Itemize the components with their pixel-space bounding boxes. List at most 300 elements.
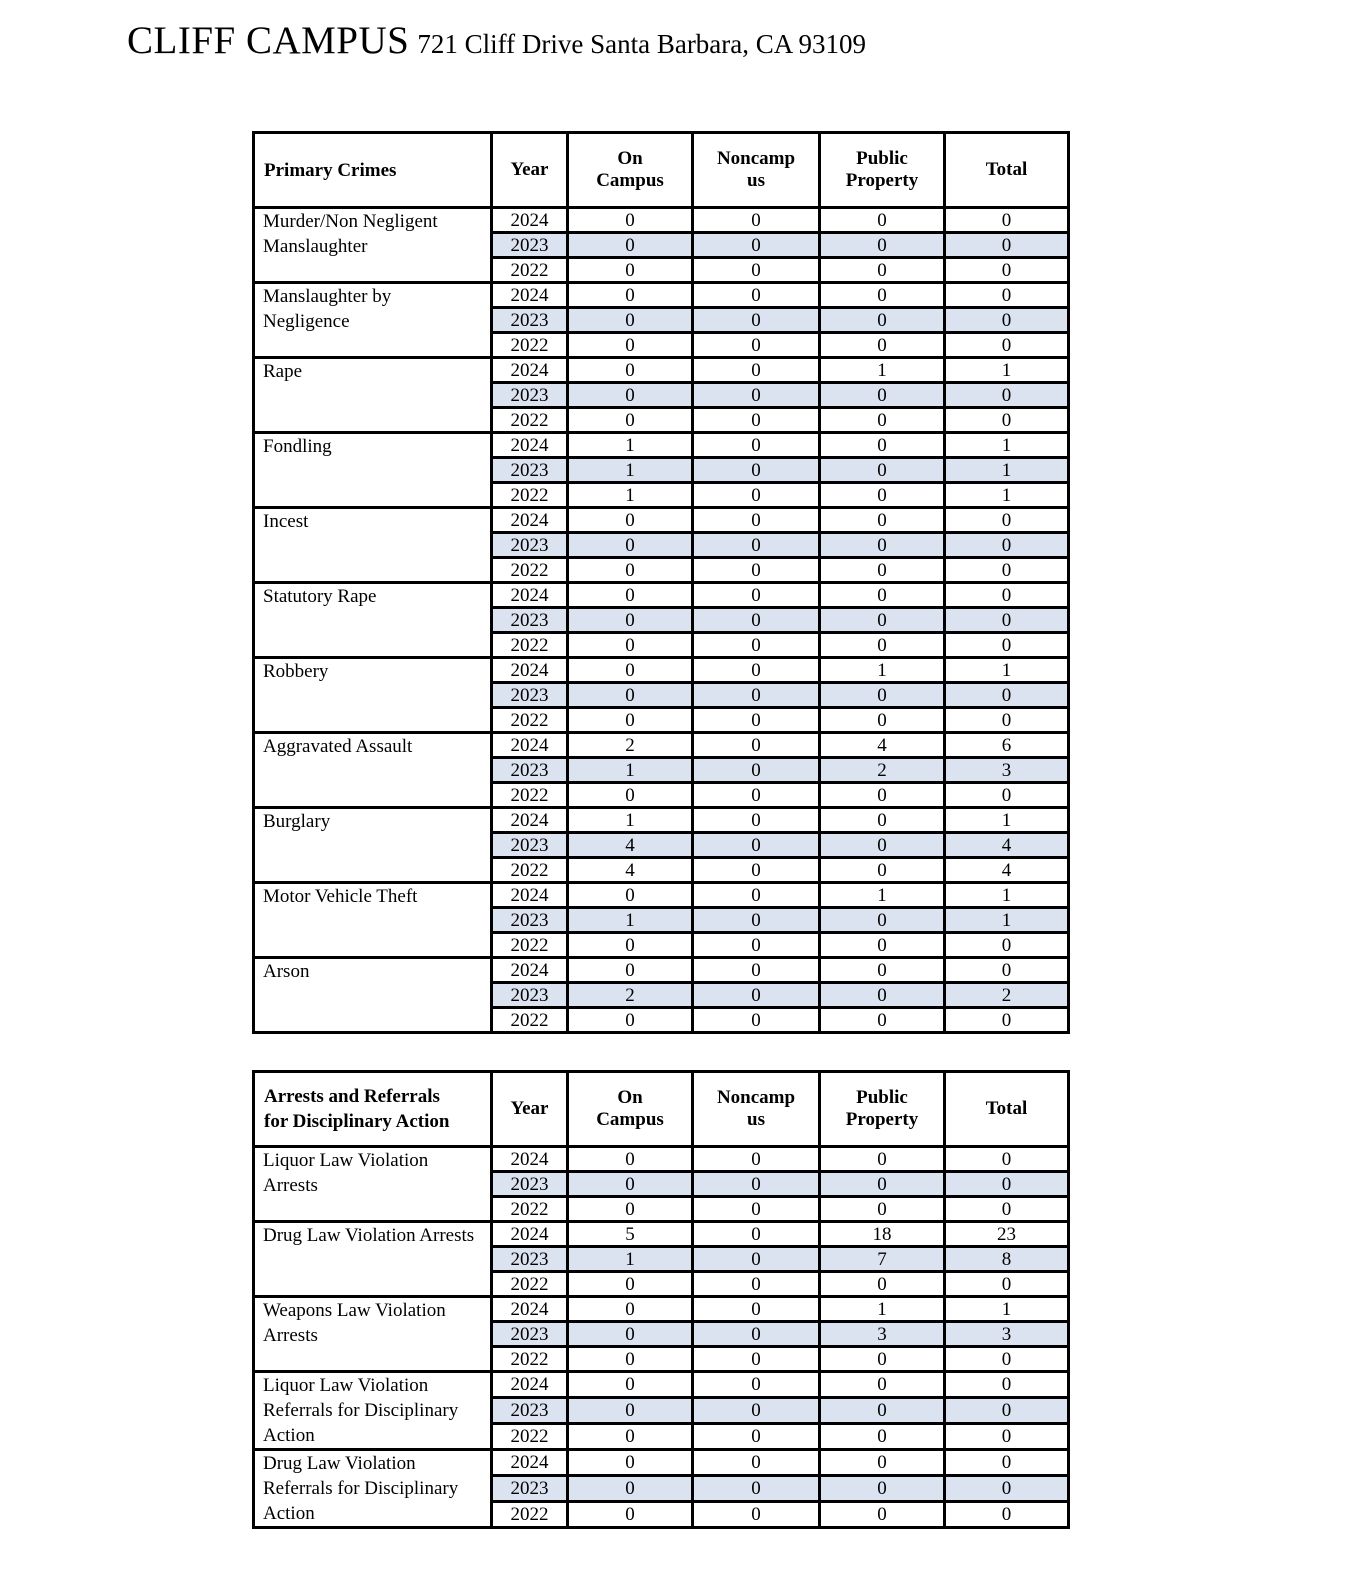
crime-group: [254, 1372, 1069, 1450]
noncampus-value: 0: [693, 658, 820, 683]
crime-group: [254, 1147, 1069, 1222]
on-campus-value: 0: [568, 583, 693, 608]
public-property-value: 0: [820, 1502, 945, 1528]
total-value: 0: [945, 333, 1069, 358]
public-property-value: 0: [820, 408, 945, 433]
on-campus-value: 4: [568, 858, 693, 883]
on-campus-value: 0: [568, 1272, 693, 1297]
year-cell: 2023: [492, 758, 568, 783]
year-cell: 2022: [492, 1008, 568, 1033]
noncampus-value: 0: [693, 358, 820, 383]
public-property-value: 0: [820, 208, 945, 233]
on-campus-value: 0: [568, 208, 693, 233]
public-property-value: 0: [820, 583, 945, 608]
year-cell: 2023: [492, 1247, 568, 1272]
total-value: 1: [945, 908, 1069, 933]
noncampus-value: 0: [693, 1008, 820, 1033]
public-property-value: 2: [820, 758, 945, 783]
year-cell: 2022: [492, 558, 568, 583]
col-year-cell: [492, 1072, 568, 1147]
on-campus-value: 0: [568, 1297, 693, 1322]
col-on-campus-cell: [568, 1072, 693, 1147]
on-campus-value: 0: [568, 1347, 693, 1372]
public-property-value: 0: [820, 1197, 945, 1222]
public-property-value: 0: [820, 508, 945, 533]
public-property-value: 0: [820, 1147, 945, 1172]
total-value: 6: [945, 733, 1069, 758]
year-cell: 2023: [492, 1172, 568, 1197]
public-property-value: 0: [820, 1398, 945, 1424]
table-title: Arrests and Referrals for Disciplinary Action: [264, 1086, 450, 1132]
noncampus-value: 0: [693, 208, 820, 233]
public-property-value: 0: [820, 308, 945, 333]
year-cell: 2022: [492, 333, 568, 358]
public-property-value: 0: [820, 933, 945, 958]
on-campus-value: 0: [568, 558, 693, 583]
public-property-value: 0: [820, 908, 945, 933]
crime-name: Arson: [254, 958, 492, 1033]
year-cell: 2022: [492, 1272, 568, 1297]
total-value: 0: [945, 283, 1069, 308]
on-campus-value: 0: [568, 1424, 693, 1450]
on-campus-value: 0: [568, 258, 693, 283]
crime-year-row: [254, 733, 1069, 758]
on-campus-value: 0: [568, 1372, 693, 1398]
on-campus-value: 0: [568, 1502, 693, 1528]
on-campus-value: 0: [568, 1322, 693, 1347]
total-value: 0: [945, 1272, 1069, 1297]
total-value: 0: [945, 533, 1069, 558]
crime-year-row: [254, 658, 1069, 683]
crime-year-row: [254, 958, 1069, 983]
noncampus-value: 0: [693, 458, 820, 483]
on-campus-value: 0: [568, 283, 693, 308]
year-cell: 2022: [492, 1424, 568, 1450]
public-property-value: 0: [820, 533, 945, 558]
col-total: Total: [985, 159, 1028, 180]
on-campus-value: 1: [568, 483, 693, 508]
total-value: 1: [945, 483, 1069, 508]
crime-group: [254, 658, 1069, 733]
col-public-property: Public Property: [845, 1087, 919, 1130]
total-value: 1: [945, 883, 1069, 908]
crime-name: Liquor Law Violation Arrests: [254, 1147, 492, 1222]
crime-year-row: [254, 1450, 1069, 1476]
crime-year-row: [254, 283, 1069, 308]
year-cell: 2023: [492, 1322, 568, 1347]
total-value: 0: [945, 1008, 1069, 1033]
crime-name: Motor Vehicle Theft: [254, 883, 492, 958]
crime-year-row: [254, 433, 1069, 458]
total-value: 0: [945, 1476, 1069, 1502]
year-cell: 2022: [492, 933, 568, 958]
crime-name: Incest: [254, 508, 492, 583]
total-value: 0: [945, 933, 1069, 958]
crime-name: Rape: [254, 358, 492, 433]
on-campus-value: 0: [568, 308, 693, 333]
public-property-value: 0: [820, 608, 945, 633]
noncampus-value: 0: [693, 808, 820, 833]
col-year: Year: [510, 1098, 549, 1119]
on-campus-value: 1: [568, 908, 693, 933]
on-campus-value: 0: [568, 408, 693, 433]
crime-name: Murder/Non Negligent Manslaughter: [254, 208, 492, 283]
col-public-property: Public Property: [845, 148, 919, 191]
table-title: Primary Crimes: [264, 159, 397, 181]
total-value: 1: [945, 358, 1069, 383]
noncampus-value: 0: [693, 1297, 820, 1322]
total-value: 0: [945, 958, 1069, 983]
year-cell: 2022: [492, 483, 568, 508]
crime-year-row: [254, 1222, 1069, 1247]
year-cell: 2024: [492, 1222, 568, 1247]
noncampus-value: 0: [693, 1502, 820, 1528]
total-value: 0: [945, 1424, 1069, 1450]
total-value: 0: [945, 1372, 1069, 1398]
crime-name: Statutory Rape: [254, 583, 492, 658]
on-campus-value: 0: [568, 383, 693, 408]
public-property-value: 1: [820, 1297, 945, 1322]
crime-group: [254, 508, 1069, 583]
total-value: 0: [945, 258, 1069, 283]
noncampus-value: 0: [693, 1272, 820, 1297]
public-property-value: 0: [820, 433, 945, 458]
public-property-value: 0: [820, 683, 945, 708]
on-campus-value: 1: [568, 433, 693, 458]
public-property-value: 0: [820, 958, 945, 983]
noncampus-value: 0: [693, 758, 820, 783]
crime-year-row: [254, 1147, 1069, 1172]
year-cell: 2024: [492, 283, 568, 308]
public-property-value: 0: [820, 1372, 945, 1398]
public-property-value: 18: [820, 1222, 945, 1247]
year-cell: 2024: [492, 733, 568, 758]
crime-name: Liquor Law Violation Referrals for Disciplinary Action: [254, 1372, 492, 1450]
crime-year-row: [254, 208, 1069, 233]
noncampus-value: 0: [693, 433, 820, 458]
total-value: 0: [945, 233, 1069, 258]
year-cell: 2023: [492, 533, 568, 558]
noncampus-value: 0: [693, 783, 820, 808]
year-cell: 2023: [492, 1398, 568, 1424]
noncampus-value: 0: [693, 908, 820, 933]
noncampus-value: 0: [693, 1322, 820, 1347]
year-cell: 2024: [492, 658, 568, 683]
on-campus-value: 0: [568, 1398, 693, 1424]
year-cell: 2024: [492, 508, 568, 533]
total-value: 1: [945, 458, 1069, 483]
crime-name: Drug Law Violation Arrests: [254, 1222, 492, 1297]
noncampus-value: 0: [693, 983, 820, 1008]
crime-group: [254, 358, 1069, 433]
year-cell: 2024: [492, 1450, 568, 1476]
noncampus-value: 0: [693, 483, 820, 508]
total-value: 0: [945, 783, 1069, 808]
public-property-value: 0: [820, 458, 945, 483]
table-header-row: [254, 133, 1069, 208]
crime-group: [254, 1450, 1069, 1528]
public-property-value: 0: [820, 483, 945, 508]
campus-name: CLIFF CAMPUS: [127, 19, 410, 62]
campus-address: 721 Cliff Drive Santa Barbara, CA 93109: [417, 29, 867, 59]
public-property-value: 0: [820, 1424, 945, 1450]
total-value: 0: [945, 1172, 1069, 1197]
col-on-campus-cell: [568, 133, 693, 208]
noncampus-value: 0: [693, 933, 820, 958]
on-campus-value: 0: [568, 883, 693, 908]
total-value: 0: [945, 508, 1069, 533]
noncampus-value: 0: [693, 1197, 820, 1222]
total-value: 0: [945, 1347, 1069, 1372]
year-cell: 2023: [492, 233, 568, 258]
crime-group: [254, 883, 1069, 958]
total-value: 0: [945, 608, 1069, 633]
noncampus-value: 0: [693, 283, 820, 308]
table-title-cell: [254, 133, 492, 208]
public-property-value: 0: [820, 1450, 945, 1476]
col-total-cell: [945, 1072, 1069, 1147]
year-cell: 2022: [492, 1502, 568, 1528]
public-property-value: 0: [820, 833, 945, 858]
noncampus-value: 0: [693, 1147, 820, 1172]
year-cell: 2024: [492, 1147, 568, 1172]
public-property-value: 1: [820, 883, 945, 908]
total-value: 23: [945, 1222, 1069, 1247]
public-property-value: 0: [820, 383, 945, 408]
total-value: 0: [945, 1147, 1069, 1172]
year-cell: 2023: [492, 983, 568, 1008]
on-campus-value: 2: [568, 733, 693, 758]
table-header-row: [254, 1072, 1069, 1147]
public-property-value: 0: [820, 633, 945, 658]
public-property-value: 0: [820, 858, 945, 883]
crime-year-row: [254, 883, 1069, 908]
total-value: 0: [945, 408, 1069, 433]
public-property-value: 0: [820, 708, 945, 733]
public-property-value: 0: [820, 1272, 945, 1297]
year-cell: 2023: [492, 908, 568, 933]
noncampus-value: 0: [693, 1247, 820, 1272]
total-value: 1: [945, 808, 1069, 833]
total-value: 1: [945, 658, 1069, 683]
year-cell: 2024: [492, 433, 568, 458]
total-value: 0: [945, 708, 1069, 733]
arrests-referrals-table: [252, 1070, 1070, 1529]
total-value: 1: [945, 433, 1069, 458]
year-cell: 2023: [492, 833, 568, 858]
on-campus-value: 0: [568, 683, 693, 708]
col-on-campus: On Campus: [596, 1087, 664, 1130]
crime-name: Weapons Law Violation Arrests: [254, 1297, 492, 1372]
noncampus-value: 0: [693, 583, 820, 608]
noncampus-value: 0: [693, 258, 820, 283]
total-value: 3: [945, 758, 1069, 783]
crime-name: Drug Law Violation Referrals for Disciplinary Action: [254, 1450, 492, 1528]
public-property-value: 4: [820, 733, 945, 758]
noncampus-value: 0: [693, 508, 820, 533]
noncampus-value: 0: [693, 1222, 820, 1247]
public-property-value: 0: [820, 233, 945, 258]
public-property-value: 0: [820, 783, 945, 808]
public-property-value: 1: [820, 658, 945, 683]
crime-group: [254, 208, 1069, 283]
on-campus-value: 1: [568, 1247, 693, 1272]
noncampus-value: 0: [693, 1347, 820, 1372]
crime-year-row: [254, 1372, 1069, 1398]
on-campus-value: 0: [568, 958, 693, 983]
crime-year-row: [254, 1297, 1069, 1322]
total-value: 0: [945, 208, 1069, 233]
noncampus-value: 0: [693, 383, 820, 408]
col-year-cell: [492, 133, 568, 208]
public-property-value: 0: [820, 1347, 945, 1372]
year-cell: 2024: [492, 358, 568, 383]
on-campus-value: 5: [568, 1222, 693, 1247]
total-value: 2: [945, 983, 1069, 1008]
on-campus-value: 0: [568, 1008, 693, 1033]
on-campus-value: 0: [568, 233, 693, 258]
col-total: Total: [985, 1098, 1028, 1119]
on-campus-value: 0: [568, 533, 693, 558]
crime-year-row: [254, 358, 1069, 383]
crime-year-row: [254, 808, 1069, 833]
year-cell: 2022: [492, 708, 568, 733]
noncampus-value: 0: [693, 1450, 820, 1476]
public-property-value: 0: [820, 983, 945, 1008]
total-value: 0: [945, 633, 1069, 658]
crime-name: Manslaughter by Negligence: [254, 283, 492, 358]
total-value: 0: [945, 583, 1069, 608]
public-property-value: 0: [820, 1172, 945, 1197]
year-cell: 2024: [492, 883, 568, 908]
on-campus-value: 0: [568, 633, 693, 658]
total-value: 0: [945, 1450, 1069, 1476]
noncampus-value: 0: [693, 708, 820, 733]
total-value: 4: [945, 858, 1069, 883]
year-cell: 2022: [492, 633, 568, 658]
crime-year-row: [254, 508, 1069, 533]
crime-group: [254, 1222, 1069, 1297]
crime-name: Aggravated Assault: [254, 733, 492, 808]
year-cell: 2022: [492, 408, 568, 433]
public-property-value: 1: [820, 358, 945, 383]
crime-group: [254, 283, 1069, 358]
col-total-cell: [945, 133, 1069, 208]
public-property-value: 0: [820, 1008, 945, 1033]
crime-year-row: [254, 583, 1069, 608]
crime-group: [254, 1297, 1069, 1372]
crime-group: [254, 583, 1069, 658]
noncampus-value: 0: [693, 608, 820, 633]
total-value: 0: [945, 558, 1069, 583]
crime-group: [254, 958, 1069, 1033]
crime-name: Fondling: [254, 433, 492, 508]
year-cell: 2023: [492, 1476, 568, 1502]
public-property-value: 0: [820, 1476, 945, 1502]
on-campus-value: 0: [568, 658, 693, 683]
total-value: 3: [945, 1322, 1069, 1347]
total-value: 8: [945, 1247, 1069, 1272]
crime-name: Robbery: [254, 658, 492, 733]
noncampus-value: 0: [693, 733, 820, 758]
year-cell: 2022: [492, 1347, 568, 1372]
year-cell: 2023: [492, 608, 568, 633]
noncampus-value: 0: [693, 233, 820, 258]
noncampus-value: 0: [693, 408, 820, 433]
year-cell: 2022: [492, 258, 568, 283]
total-value: 0: [945, 308, 1069, 333]
noncampus-value: 0: [693, 633, 820, 658]
noncampus-value: 0: [693, 1372, 820, 1398]
crime-group: [254, 433, 1069, 508]
year-cell: 2023: [492, 308, 568, 333]
crime-group: [254, 733, 1069, 808]
year-cell: 2023: [492, 683, 568, 708]
on-campus-value: 1: [568, 758, 693, 783]
on-campus-value: 0: [568, 1172, 693, 1197]
col-noncampus-cell: [693, 133, 820, 208]
public-property-value: 0: [820, 333, 945, 358]
on-campus-value: 0: [568, 1147, 693, 1172]
primary-crimes-table: [252, 131, 1070, 1034]
year-cell: 2022: [492, 1197, 568, 1222]
public-property-value: 0: [820, 283, 945, 308]
on-campus-value: 0: [568, 608, 693, 633]
col-on-campus: On Campus: [596, 148, 664, 191]
year-cell: 2024: [492, 583, 568, 608]
noncampus-value: 0: [693, 1476, 820, 1502]
on-campus-value: 1: [568, 808, 693, 833]
noncampus-value: 0: [693, 1424, 820, 1450]
col-year: Year: [510, 159, 549, 180]
year-cell: 2024: [492, 1297, 568, 1322]
total-value: 0: [945, 683, 1069, 708]
on-campus-value: 2: [568, 983, 693, 1008]
crime-name: Burglary: [254, 808, 492, 883]
col-public-property-cell: [820, 1072, 945, 1147]
on-campus-value: 0: [568, 1450, 693, 1476]
year-cell: 2022: [492, 783, 568, 808]
noncampus-value: 0: [693, 333, 820, 358]
on-campus-value: 0: [568, 783, 693, 808]
public-property-value: 0: [820, 558, 945, 583]
noncampus-value: 0: [693, 308, 820, 333]
total-value: 0: [945, 383, 1069, 408]
on-campus-value: 0: [568, 508, 693, 533]
on-campus-value: 1: [568, 458, 693, 483]
on-campus-value: 0: [568, 333, 693, 358]
col-noncampus-cell: [693, 1072, 820, 1147]
on-campus-value: 0: [568, 358, 693, 383]
public-property-value: 7: [820, 1247, 945, 1272]
total-value: 4: [945, 833, 1069, 858]
year-cell: 2023: [492, 383, 568, 408]
public-property-value: 3: [820, 1322, 945, 1347]
crime-group: [254, 808, 1069, 883]
col-noncampus: Noncampus: [716, 1087, 796, 1130]
year-cell: 2024: [492, 808, 568, 833]
table-title-cell: [254, 1072, 492, 1147]
on-campus-value: 0: [568, 933, 693, 958]
on-campus-value: 4: [568, 833, 693, 858]
campus-header: [127, 18, 866, 63]
noncampus-value: 0: [693, 883, 820, 908]
noncampus-value: 0: [693, 683, 820, 708]
on-campus-value: 0: [568, 1197, 693, 1222]
year-cell: 2022: [492, 858, 568, 883]
noncampus-value: 0: [693, 858, 820, 883]
noncampus-value: 0: [693, 558, 820, 583]
